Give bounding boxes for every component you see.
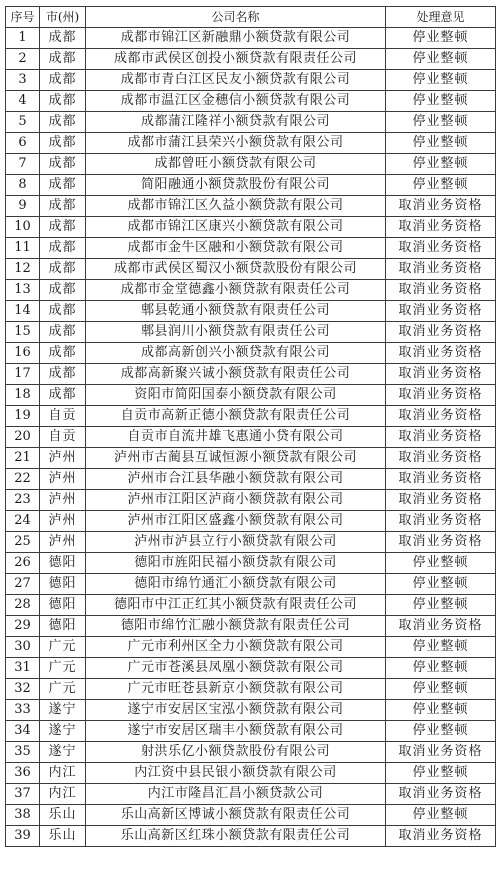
cell-opinion: 停业整顿: [386, 700, 496, 721]
cell-opinion: 停业整顿: [386, 28, 496, 49]
cell-city: 泸州: [40, 448, 86, 469]
table-row: [6, 826, 496, 847]
cell-city: 乐山: [40, 826, 86, 847]
cell-no: 39: [6, 826, 40, 847]
table-row: [6, 658, 496, 679]
header-city: 市(州): [40, 7, 86, 28]
cell-city: 自贡: [40, 427, 86, 448]
cell-opinion: 取消业务资格: [386, 259, 496, 280]
cell-opinion: 停业整顿: [386, 595, 496, 616]
cell-no: 9: [6, 196, 40, 217]
cell-company: 德阳市中江正红其小额贷款有限责任公司: [86, 595, 386, 616]
cell-no: 8: [6, 175, 40, 196]
cell-opinion: 停业整顿: [386, 805, 496, 826]
table-row: [6, 322, 496, 343]
cell-company: 成都高新创兴小额贷款有限公司: [86, 343, 386, 364]
cell-no: 35: [6, 742, 40, 763]
cell-opinion: 停业整顿: [386, 175, 496, 196]
cell-company: 成都市蒲江县荣兴小额贷款有限公司: [86, 133, 386, 154]
cell-no: 14: [6, 301, 40, 322]
cell-no: 3: [6, 70, 40, 91]
cell-city: 成都: [40, 49, 86, 70]
cell-opinion: 停业整顿: [386, 49, 496, 70]
cell-no: 20: [6, 427, 40, 448]
cell-opinion: 停业整顿: [386, 154, 496, 175]
cell-city: 内江: [40, 763, 86, 784]
cell-company: 郫县乾通小额贷款有限责任公司: [86, 301, 386, 322]
cell-opinion: 取消业务资格: [386, 469, 496, 490]
cell-company: 成都市金堂德鑫小额贷款有限责任公司: [86, 280, 386, 301]
cell-city: 遂宁: [40, 700, 86, 721]
cell-opinion: 取消业务资格: [386, 490, 496, 511]
cell-company: 自贡市自流井雄飞惠通小贷有限公司: [86, 427, 386, 448]
table-row: [6, 490, 496, 511]
cell-company: 泸州市江阳区泸商小额贷款有限公司: [86, 490, 386, 511]
cell-city: 成都: [40, 112, 86, 133]
cell-opinion: 取消业务资格: [386, 280, 496, 301]
table-row: [6, 742, 496, 763]
cell-city: 泸州: [40, 532, 86, 553]
cell-opinion: 取消业务资格: [386, 322, 496, 343]
cell-no: 31: [6, 658, 40, 679]
cell-city: 成都: [40, 343, 86, 364]
cell-city: 遂宁: [40, 742, 86, 763]
cell-city: 成都: [40, 70, 86, 91]
cell-no: 4: [6, 91, 40, 112]
table-row: [6, 448, 496, 469]
company-table: [5, 6, 496, 847]
table-row: [6, 469, 496, 490]
cell-company: 内江市隆昌汇昌小额贷款公司: [86, 784, 386, 805]
cell-city: 成都: [40, 301, 86, 322]
cell-no: 13: [6, 280, 40, 301]
cell-no: 38: [6, 805, 40, 826]
cell-company: 成都市青白江区民友小额贷款有限公司: [86, 70, 386, 91]
table-row: [6, 217, 496, 238]
cell-city: 自贡: [40, 406, 86, 427]
table-row: [6, 196, 496, 217]
cell-company: 遂宁市安居区瑞丰小额贷款有限公司: [86, 721, 386, 742]
table-row: [6, 49, 496, 70]
table-header: [6, 7, 496, 28]
table-row: [6, 175, 496, 196]
cell-no: 34: [6, 721, 40, 742]
table-row: [6, 343, 496, 364]
table-row: [6, 406, 496, 427]
cell-no: 30: [6, 637, 40, 658]
cell-no: 6: [6, 133, 40, 154]
cell-city: 成都: [40, 280, 86, 301]
table-row: [6, 427, 496, 448]
cell-no: 37: [6, 784, 40, 805]
cell-opinion: 取消业务资格: [386, 406, 496, 427]
table-row: [6, 91, 496, 112]
cell-no: 21: [6, 448, 40, 469]
cell-opinion: 取消业务资格: [386, 385, 496, 406]
table-row: [6, 784, 496, 805]
table-row: [6, 112, 496, 133]
cell-no: 15: [6, 322, 40, 343]
cell-no: 18: [6, 385, 40, 406]
cell-city: 泸州: [40, 490, 86, 511]
cell-city: 德阳: [40, 616, 86, 637]
cell-company: 泸州市江阳区盛鑫小额贷款有限公司: [86, 511, 386, 532]
cell-opinion: 停业整顿: [386, 91, 496, 112]
cell-city: 内江: [40, 784, 86, 805]
table-row: [6, 595, 496, 616]
cell-no: 7: [6, 154, 40, 175]
cell-city: 广元: [40, 679, 86, 700]
cell-company: 成都曾旺小额贷款有限公司: [86, 154, 386, 175]
cell-no: 19: [6, 406, 40, 427]
cell-opinion: 停业整顿: [386, 574, 496, 595]
cell-opinion: 停业整顿: [386, 637, 496, 658]
cell-city: 成都: [40, 28, 86, 49]
cell-opinion: 取消业务资格: [386, 238, 496, 259]
table-row: [6, 721, 496, 742]
cell-no: 26: [6, 553, 40, 574]
cell-no: 27: [6, 574, 40, 595]
table-row: [6, 511, 496, 532]
table-row: [6, 154, 496, 175]
cell-city: 成都: [40, 91, 86, 112]
cell-no: 32: [6, 679, 40, 700]
cell-city: 成都: [40, 217, 86, 238]
cell-opinion: 取消业务资格: [386, 364, 496, 385]
cell-city: 乐山: [40, 805, 86, 826]
cell-company: 泸州市合江县华融小额贷款有限公司: [86, 469, 386, 490]
cell-company: 成都市金牛区融和小额贷款有限公司: [86, 238, 386, 259]
cell-opinion: 取消业务资格: [386, 427, 496, 448]
cell-city: 德阳: [40, 595, 86, 616]
cell-company: 射洪乐亿小额贷款股份有限公司: [86, 742, 386, 763]
table-row: [6, 532, 496, 553]
cell-city: 成都: [40, 196, 86, 217]
cell-company: 资阳市简阳国泰小额贷款有限公司: [86, 385, 386, 406]
cell-company: 广元市利州区全力小额贷款有限公司: [86, 637, 386, 658]
cell-company: 遂宁市安居区宝泓小额贷款有限公司: [86, 700, 386, 721]
cell-opinion: 停业整顿: [386, 553, 496, 574]
cell-no: 17: [6, 364, 40, 385]
cell-company: 成都高新聚兴诚小额贷款有限责任公司: [86, 364, 386, 385]
cell-company: 泸州市泸县立行小额贷款有限公司: [86, 532, 386, 553]
table-row: [6, 385, 496, 406]
header-row: [6, 7, 496, 28]
cell-company: 广元市旺苍县新京小额贷款有限公司: [86, 679, 386, 700]
cell-opinion: 取消业务资格: [386, 532, 496, 553]
cell-opinion: 取消业务资格: [386, 217, 496, 238]
table-row: [6, 616, 496, 637]
cell-company: 简阳融通小额贷款股份有限公司: [86, 175, 386, 196]
table-row: [6, 70, 496, 91]
table-body: [6, 28, 496, 847]
cell-city: 泸州: [40, 511, 86, 532]
cell-no: 5: [6, 112, 40, 133]
cell-no: 24: [6, 511, 40, 532]
cell-company: 成都市武侯区蜀汉小额贷款股份有限公司: [86, 259, 386, 280]
cell-company: 成都市锦江区久益小额贷款有限公司: [86, 196, 386, 217]
cell-no: 12: [6, 259, 40, 280]
cell-no: 33: [6, 700, 40, 721]
document-page: [5, 6, 495, 847]
cell-no: 25: [6, 532, 40, 553]
cell-opinion: 停业整顿: [386, 721, 496, 742]
cell-no: 23: [6, 490, 40, 511]
header-opinion: 处理意见: [386, 7, 496, 28]
cell-opinion: 停业整顿: [386, 763, 496, 784]
table-row: [6, 805, 496, 826]
cell-company: 内江资中县民银小额贷款有限公司: [86, 763, 386, 784]
cell-city: 成都: [40, 364, 86, 385]
cell-company: 成都市温江区金穗信小额贷款有限公司: [86, 91, 386, 112]
cell-city: 泸州: [40, 469, 86, 490]
cell-city: 德阳: [40, 574, 86, 595]
cell-no: 1: [6, 28, 40, 49]
table-row: [6, 700, 496, 721]
cell-company: 德阳市绵竹汇融小额贷款有限责任公司: [86, 616, 386, 637]
cell-opinion: 取消业务资格: [386, 826, 496, 847]
cell-company: 乐山高新区博诚小额贷款有限责任公司: [86, 805, 386, 826]
cell-opinion: 取消业务资格: [386, 742, 496, 763]
cell-no: 11: [6, 238, 40, 259]
cell-opinion: 停业整顿: [386, 679, 496, 700]
table-row: [6, 364, 496, 385]
cell-city: 成都: [40, 238, 86, 259]
cell-no: 29: [6, 616, 40, 637]
cell-company: 成都蒲江隆祥小额贷款有限公司: [86, 112, 386, 133]
cell-company: 乐山高新区红珠小额贷款有限责任公司: [86, 826, 386, 847]
cell-company: 郫县润川小额贷款有限责任公司: [86, 322, 386, 343]
cell-city: 遂宁: [40, 721, 86, 742]
cell-company: 成都市武侯区创投小额贷款有限责任公司: [86, 49, 386, 70]
table-row: [6, 28, 496, 49]
cell-opinion: 取消业务资格: [386, 511, 496, 532]
cell-no: 16: [6, 343, 40, 364]
cell-city: 成都: [40, 259, 86, 280]
cell-no: 10: [6, 217, 40, 238]
cell-no: 36: [6, 763, 40, 784]
cell-no: 22: [6, 469, 40, 490]
table-row: [6, 301, 496, 322]
cell-city: 广元: [40, 658, 86, 679]
cell-city: 成都: [40, 154, 86, 175]
cell-company: 德阳市绵竹通汇小额贷款有限公司: [86, 574, 386, 595]
table-row: [6, 763, 496, 784]
cell-opinion: 取消业务资格: [386, 784, 496, 805]
cell-company: 成都市锦江区康兴小额贷款有限公司: [86, 217, 386, 238]
table-row: [6, 679, 496, 700]
table-row: [6, 637, 496, 658]
cell-opinion: 停业整顿: [386, 658, 496, 679]
cell-city: 成都: [40, 385, 86, 406]
cell-company: 广元市苍溪县凤凰小额贷款有限公司: [86, 658, 386, 679]
cell-opinion: 取消业务资格: [386, 616, 496, 637]
header-no: 序号: [6, 7, 40, 28]
header-company: 公司名称: [86, 7, 386, 28]
cell-opinion: 取消业务资格: [386, 301, 496, 322]
cell-opinion: 停业整顿: [386, 112, 496, 133]
table-row: [6, 259, 496, 280]
cell-opinion: 停业整顿: [386, 70, 496, 91]
cell-opinion: 取消业务资格: [386, 448, 496, 469]
table-row: [6, 238, 496, 259]
cell-city: 成都: [40, 322, 86, 343]
cell-no: 2: [6, 49, 40, 70]
table-row: [6, 574, 496, 595]
cell-opinion: 停业整顿: [386, 133, 496, 154]
cell-no: 28: [6, 595, 40, 616]
cell-city: 德阳: [40, 553, 86, 574]
cell-company: 自贡市高新正德小额贷款有限责任公司: [86, 406, 386, 427]
table-row: [6, 133, 496, 154]
table-row: [6, 280, 496, 301]
cell-company: 泸州市古蔺县互诚恒源小额贷款有限公司: [86, 448, 386, 469]
cell-opinion: 取消业务资格: [386, 343, 496, 364]
cell-city: 广元: [40, 637, 86, 658]
cell-city: 成都: [40, 133, 86, 154]
cell-city: 成都: [40, 175, 86, 196]
cell-company: 德阳市旌阳民福小额贷款有限公司: [86, 553, 386, 574]
table-row: [6, 553, 496, 574]
cell-company: 成都市锦江区新融鼎小额贷款有限公司: [86, 28, 386, 49]
cell-opinion: 取消业务资格: [386, 196, 496, 217]
